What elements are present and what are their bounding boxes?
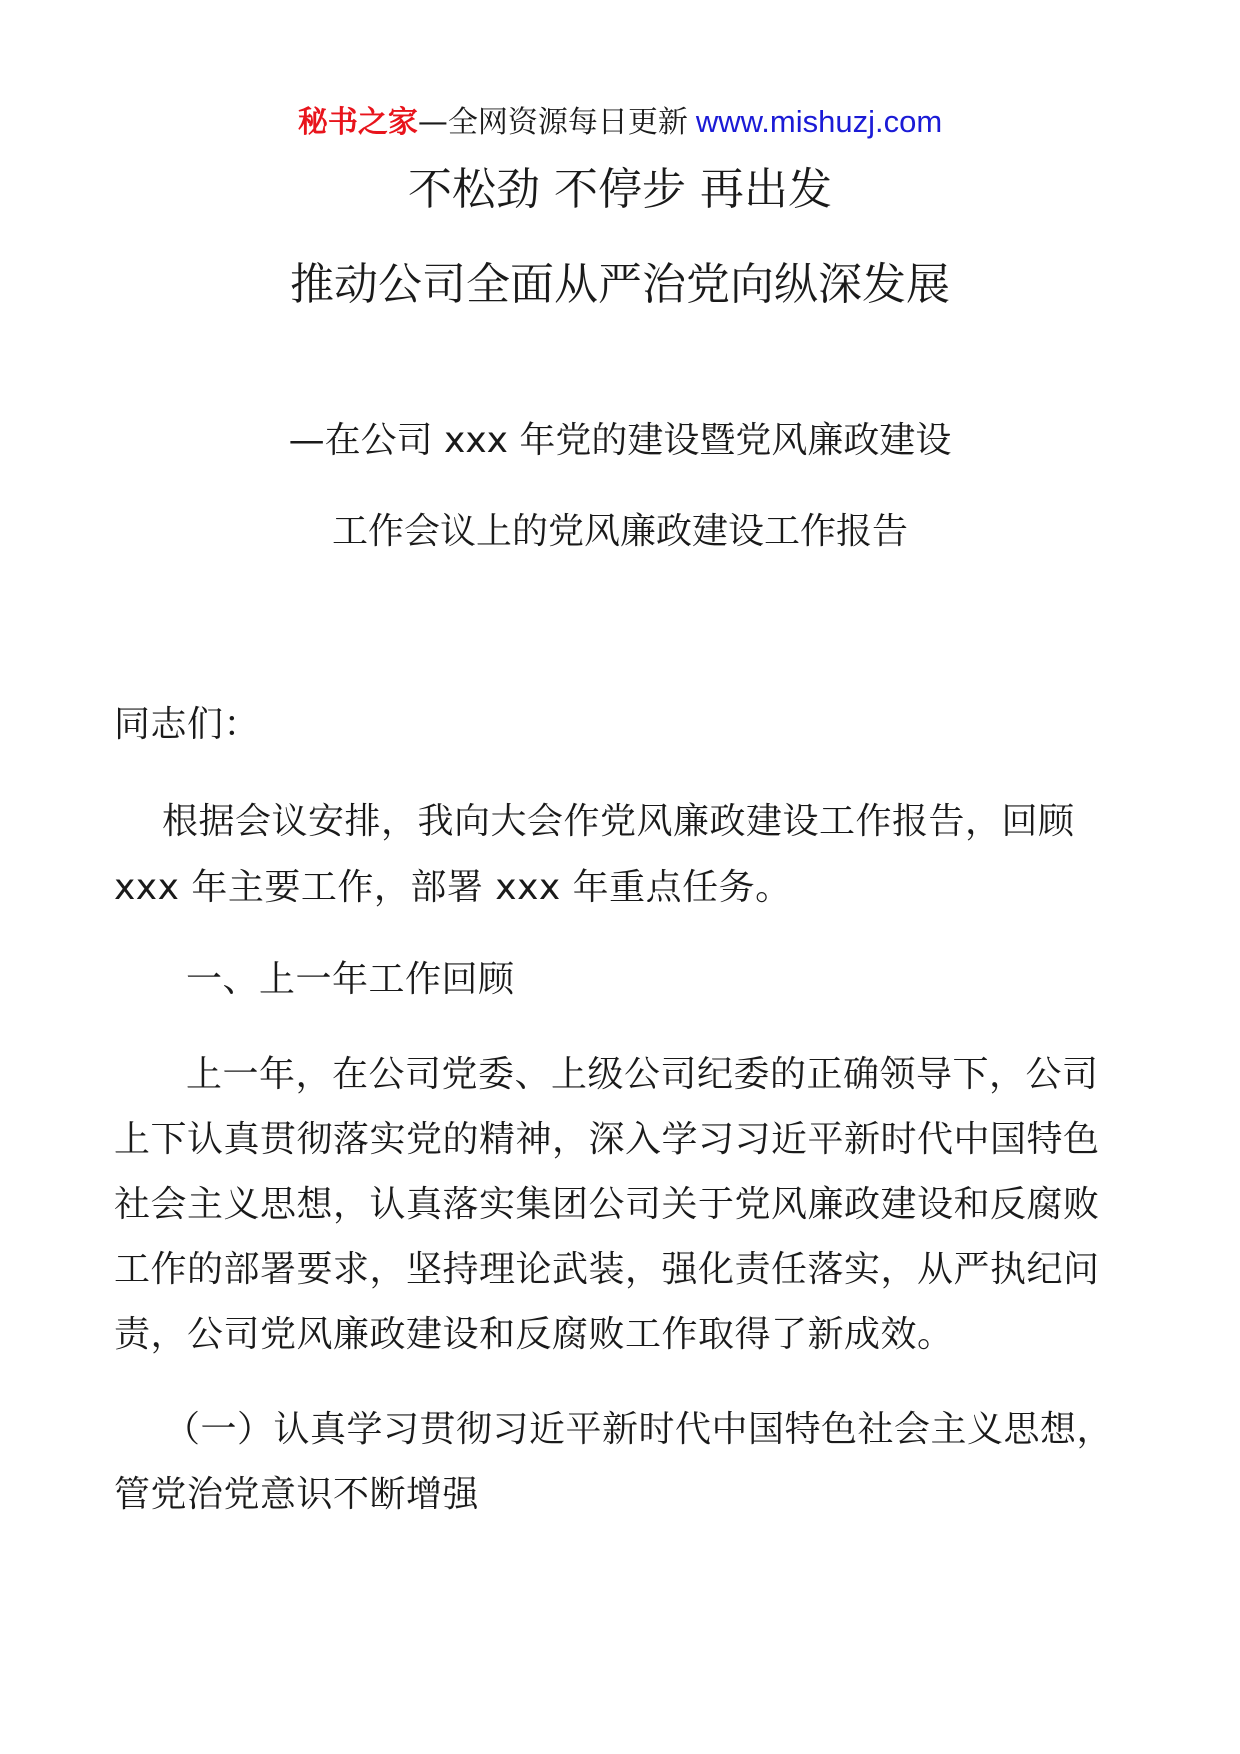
salutation: 同志们：	[114, 704, 261, 745]
intro-paragraph-line-2: xxx 年主要工作，部署 xxx 年重点任务。	[114, 867, 792, 908]
website-url[interactable]: www.mishuzj.com	[695, 104, 943, 139]
review-paragraph-line-5: 责，公司党风廉政建设和反腐败工作取得了新成效。	[114, 1314, 954, 1355]
intro-paragraph-line-1: 根据会议安排，我向大会作党风廉政建设工作报告，回顾	[162, 801, 1075, 842]
document-title-line-2: 推动公司全面从严治党向纵深发展	[290, 259, 950, 310]
document-subtitle-line-2: 工作会议上的党风廉政建设工作报告	[331, 511, 908, 552]
header-tagline: —全网资源每日更新	[417, 105, 688, 140]
review-paragraph-line-2: 上下认真贯彻落实党的精神，深入学习习近平新时代中国特色	[114, 1119, 1100, 1160]
page-header	[0, 102, 1240, 143]
review-paragraph-line-4: 工作的部署要求，坚持理论武装，强化责任落实，从严执纪问	[114, 1249, 1100, 1290]
subsection-heading-line-2: 管党治党意识不断增强	[114, 1474, 480, 1515]
document-subtitle-line-1: —在公司 xxx 年党的建设暨党风廉政建设	[288, 420, 952, 461]
document-title-line-1: 不松劲 不停步 再出发	[408, 164, 832, 215]
subsection-heading-line-1: （一）认真学习贯彻习近平新时代中国特色社会主义思想，	[164, 1409, 1114, 1450]
review-paragraph-line-3: 社会主义思想，认真落实集团公司关于党风廉政建设和反腐败	[114, 1184, 1100, 1225]
section-heading: 一、上一年工作回顾	[186, 959, 515, 1000]
brand-name: 秘书之家	[297, 105, 418, 140]
review-paragraph-line-1: 上一年，在公司党委、上级公司纪委的正确领导下，公司	[186, 1054, 1099, 1095]
